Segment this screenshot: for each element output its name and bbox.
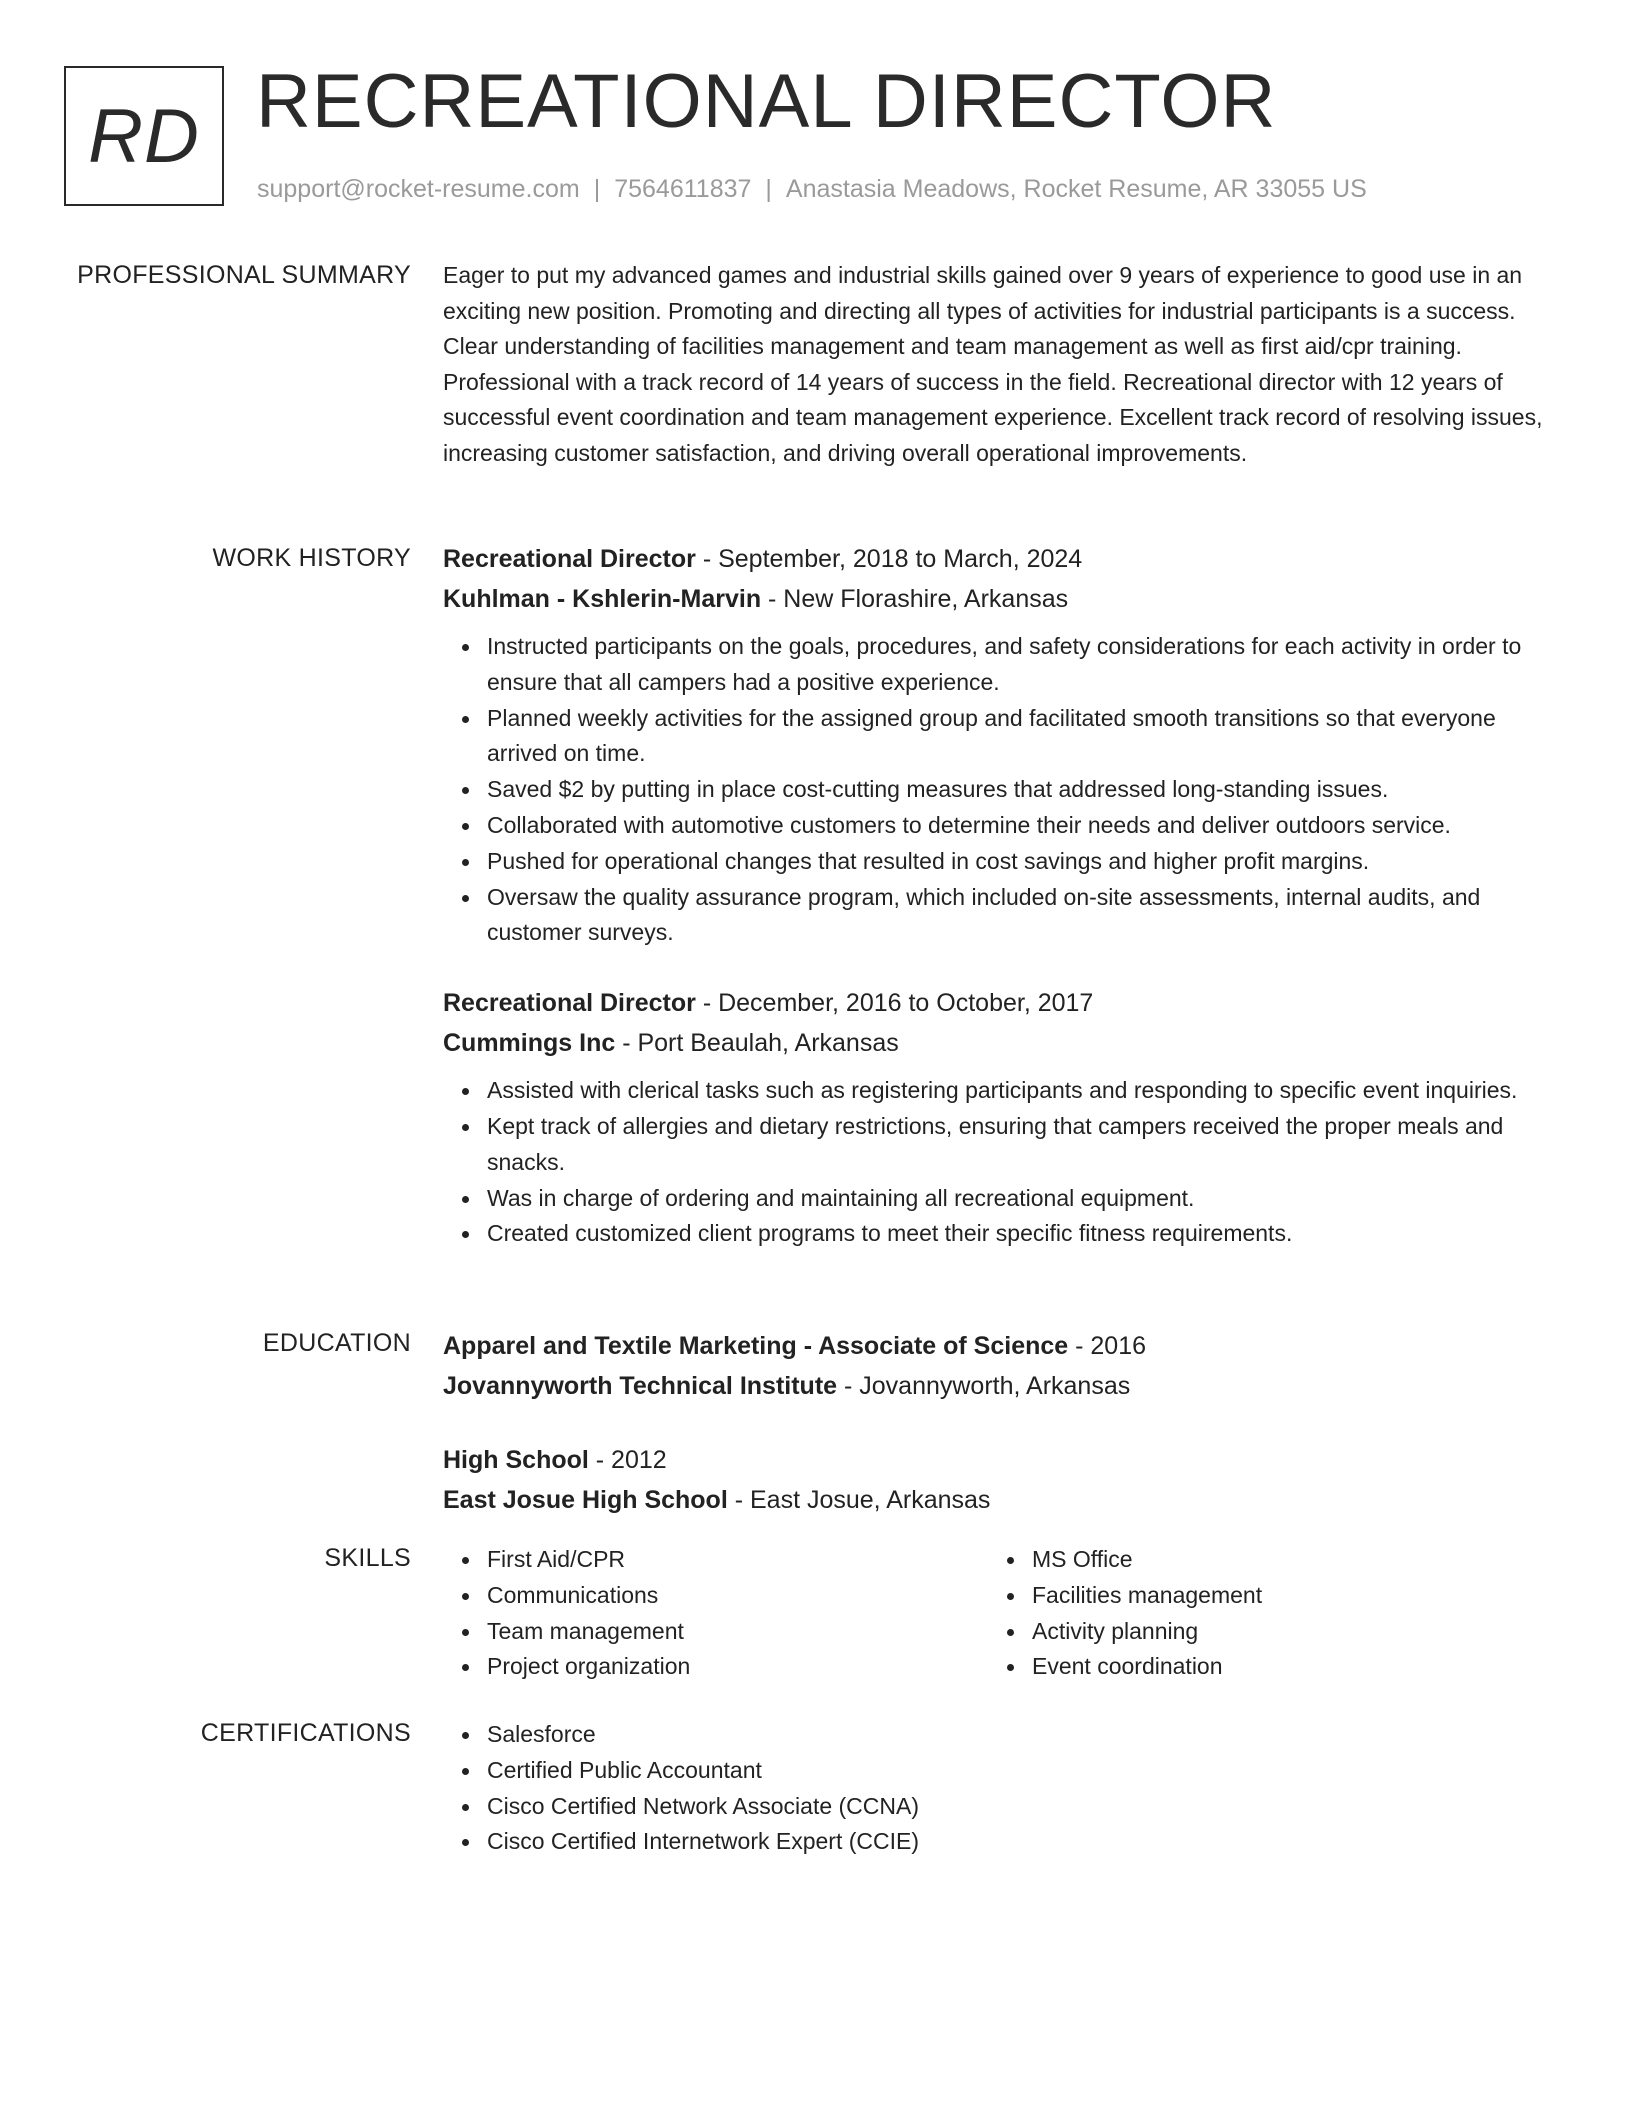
list-item: Certified Public Accountant [487, 1753, 1553, 1789]
summary-body [443, 258, 1553, 471]
job-dates: - December, 2016 to October, 2017 [695, 989, 1094, 1018]
job-location: - Port Beaulah, Arkansas [615, 1029, 899, 1058]
list-item: Instructed participants on the goals, procedures, and safety considerations for each activity in order to ensure that all campers had a positive experience. [487, 629, 1553, 701]
education-body [443, 1326, 1553, 1554]
education-school: East Josue High School [443, 1486, 728, 1514]
contact-email[interactable]: support@rocket-resume.com [257, 175, 580, 203]
job-company-line [443, 1023, 1553, 1063]
work-history-body [443, 539, 1553, 1284]
section-title-certifications: CERTIFICATIONS [200, 1719, 411, 1747]
list-item: Pushed for operational changes that resulted in cost savings and higher profit margins. [487, 844, 1553, 880]
education-school: Jovannyworth Technical Institute [443, 1372, 838, 1400]
job-company-line [443, 579, 1553, 619]
monogram-logo: RD [64, 66, 224, 206]
education-degree-line [443, 1440, 1553, 1480]
job-role-line [443, 983, 1553, 1023]
skills-body [443, 1542, 1553, 1685]
skills-grid [443, 1542, 1553, 1685]
contact-phone[interactable]: 7564611837 [614, 175, 752, 203]
job-dates: - September, 2018 to March, 2024 [695, 545, 1083, 573]
summary-text: Eager to put my advanced games and industrial skills gained over 9 years of experience to good use in an exciting new position. Promoting and directing all types of activities for industrial participants is a success. Clear understanding of facilities management and team management as well as first aid/cpr training. Professional with a track record of 14 years of success in the field. Recreational director with 12 years of successful event coordination and team management experience. Excellent track record of resolving issues, increasing customer satisfaction, and driving overall operational improvements. [443, 262, 1543, 466]
list-item: Project organization [487, 1649, 988, 1685]
job-role: Recreational Director [443, 545, 696, 573]
education-degree: Apparel and Textile Marketing - Associate of Science [443, 1332, 1069, 1360]
list-item: First Aid/CPR [487, 1542, 988, 1578]
education-entry [443, 1326, 1553, 1406]
education-location: - Jovannyworth, Arkansas [837, 1372, 1131, 1400]
list-item: Saved $2 by putting in place cost-cutting measures that addressed long-standing issues. [487, 772, 1553, 808]
education-entry [443, 1440, 1553, 1520]
list-item: Activity planning [1032, 1614, 1533, 1650]
list-item: Facilities management [1032, 1578, 1533, 1614]
job-bullets [443, 629, 1553, 951]
contact-address: Anastasia Meadows, Rocket Resume, AR 33055 US [785, 175, 1367, 203]
education-degree-line [443, 1326, 1553, 1366]
list-item: Event coordination [1032, 1649, 1533, 1685]
list-item: Collaborated with automotive customers to determine their needs and deliver outdoors service. [487, 808, 1553, 844]
section-title-education: EDUCATION [262, 1329, 411, 1357]
resume-title: RECREATIONAL DIRECTOR [256, 59, 1277, 144]
job-bullets [443, 1073, 1553, 1252]
job-company: Kuhlman - Kshlerin-Marvin [443, 585, 762, 613]
section-title-skills: SKILLS [324, 1544, 411, 1572]
education-school-line [443, 1366, 1553, 1406]
job-entry [443, 983, 1553, 1252]
job-location: - New Florashire, Arkansas [761, 585, 1069, 613]
certifications-body [443, 1717, 1553, 1860]
job-company: Cummings Inc [443, 1029, 616, 1058]
list-item: Team management [487, 1614, 988, 1650]
list-item: Kept track of allergies and dietary restrictions, ensuring that campers received the proper meals and snacks. [487, 1109, 1553, 1181]
list-item: Cisco Certified Network Associate (CCNA) [487, 1789, 1553, 1825]
contact-separator: | [765, 175, 772, 203]
list-item: Salesforce [487, 1717, 1553, 1753]
certifications-list [443, 1717, 1553, 1860]
list-item: Cisco Certified Internetwork Expert (CCIE) [487, 1824, 1553, 1860]
contact-separator: | [593, 175, 601, 203]
education-year: - 2016 [1068, 1332, 1147, 1360]
job-entry [443, 539, 1553, 951]
education-school-line [443, 1480, 1553, 1520]
list-item: Communications [487, 1578, 988, 1614]
list-item: Was in charge of ordering and maintaining all recreational equipment. [487, 1181, 1553, 1217]
education-degree: High School [443, 1446, 589, 1474]
list-item: MS Office [1032, 1542, 1533, 1578]
skills-column [443, 1542, 988, 1685]
section-title-work-history: WORK HISTORY [212, 544, 411, 572]
list-item: Planned weekly activities for the assigned group and facilitated smooth transitions so that everyone arrived on time. [487, 701, 1553, 773]
list-item: Assisted with clerical tasks such as registering participants and responding to specific event inquiries. [487, 1073, 1553, 1109]
skills-list [443, 1542, 988, 1685]
skills-list [988, 1542, 1533, 1685]
education-location: - East Josue, Arkansas [727, 1486, 991, 1514]
skills-column [988, 1542, 1533, 1685]
list-item: Oversaw the quality assurance program, which included on-site assessments, internal audits, and customer surveys. [487, 880, 1553, 952]
education-year: - 2012 [588, 1446, 667, 1474]
job-role-line [443, 539, 1553, 579]
section-title-summary: PROFESSIONAL SUMMARY [77, 261, 411, 289]
list-item: Created customized client programs to meet their specific fitness requirements. [487, 1216, 1553, 1252]
job-role: Recreational Director [443, 989, 696, 1018]
contact-line [257, 172, 1367, 206]
